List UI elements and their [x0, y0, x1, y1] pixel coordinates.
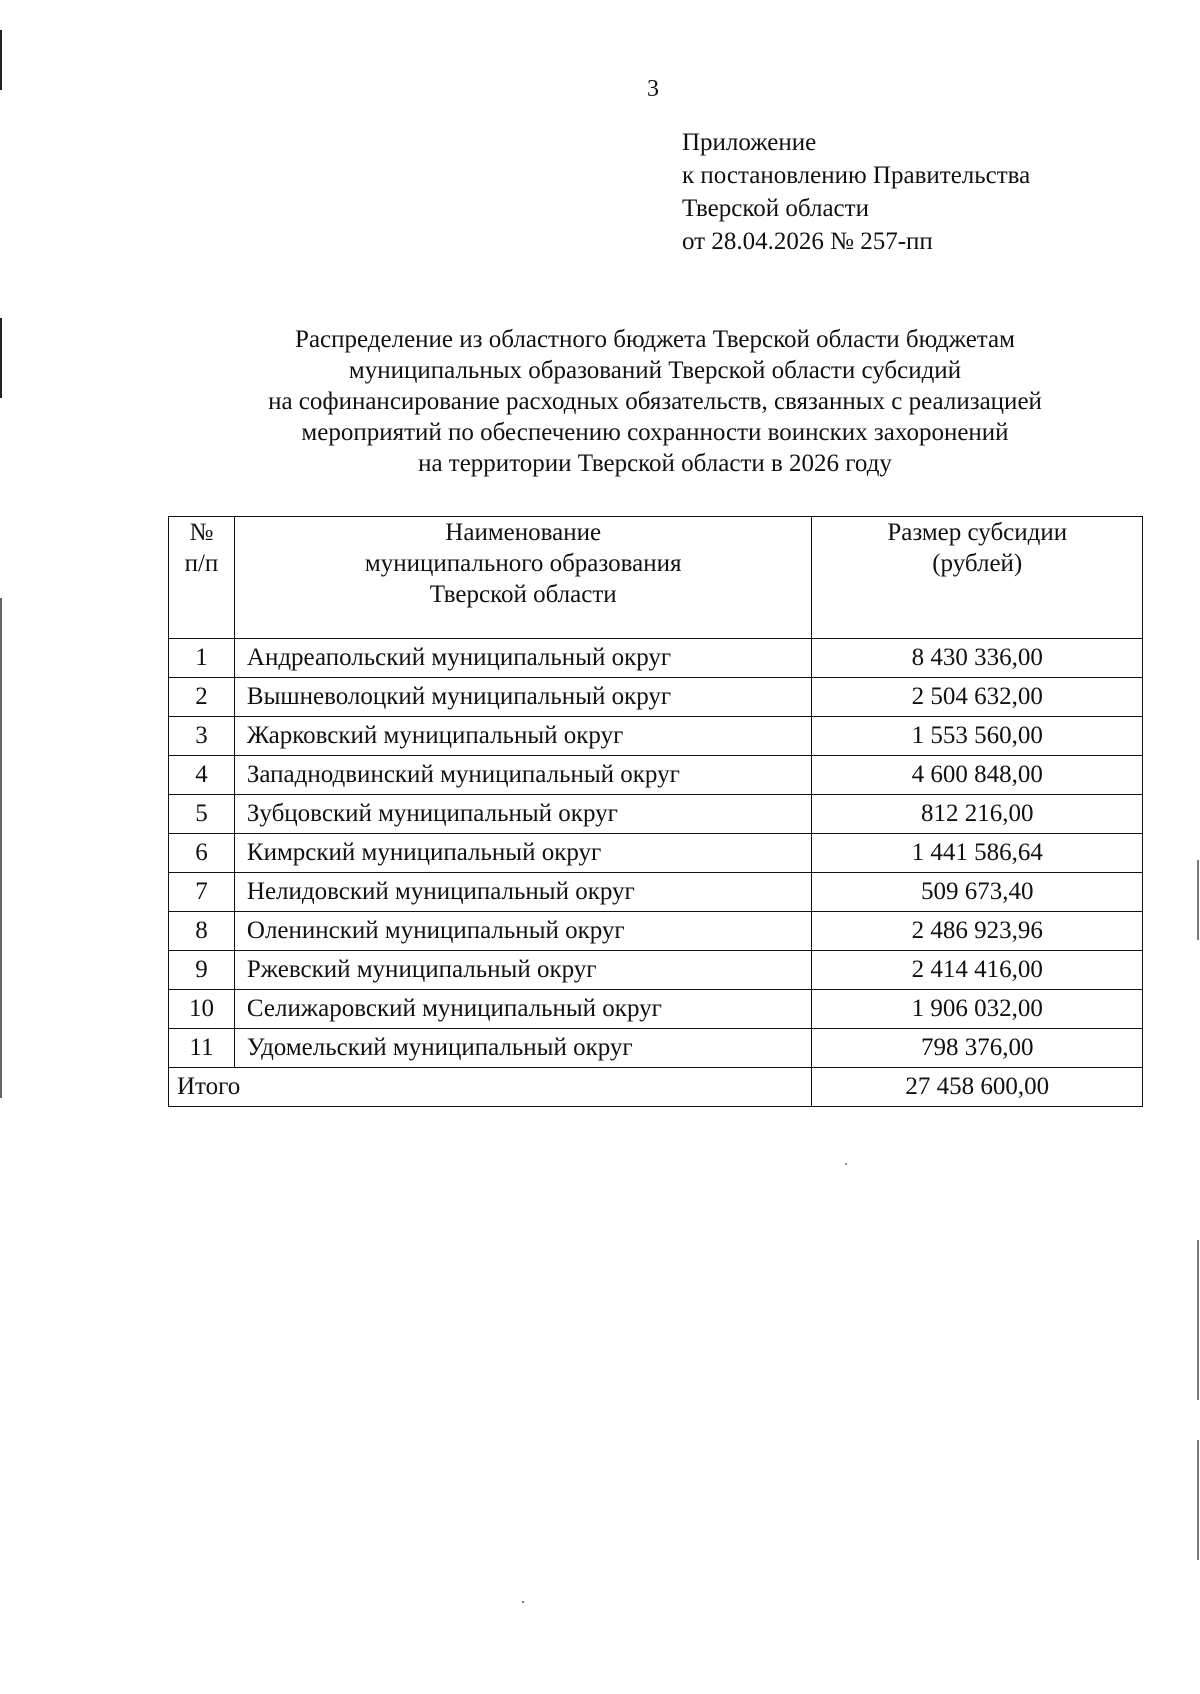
table-row: [169, 1029, 1143, 1068]
row-number: 11: [169, 1029, 235, 1068]
row-number: 6: [169, 834, 235, 873]
scan-edge-mark: [1197, 1440, 1199, 1560]
subsidy-amount: 798 376,00: [812, 1029, 1143, 1068]
table-header-row: [169, 517, 1143, 639]
subsidy-amount: 1 553 560,00: [812, 717, 1143, 756]
municipality-name: Ржевский муниципальный округ: [234, 951, 812, 990]
appendix-line: Тверской области: [682, 195, 869, 222]
subsidy-amount: 1 906 032,00: [812, 990, 1143, 1029]
header-name-line: Тверской области: [429, 581, 617, 608]
title-line: муниципальных образований Тверской области субсидий: [348, 357, 962, 384]
title-line: мероприятий по обеспечению сохранности воинских захоронений: [301, 419, 1009, 446]
subsidy-amount: 812 216,00: [812, 795, 1143, 834]
scan-dot: [522, 1601, 524, 1603]
row-number: 7: [169, 873, 235, 912]
appendix-line: Приложение: [682, 129, 817, 156]
municipality-name: Зубцовский муниципальный округ: [234, 795, 812, 834]
page-number: 3: [647, 76, 659, 102]
document-title: [170, 324, 1140, 479]
row-number: 8: [169, 912, 235, 951]
subsidy-table: [168, 516, 1143, 1107]
scan-edge-mark: [1197, 1240, 1199, 1400]
municipality-name: Андреапольский муниципальный округ: [234, 639, 812, 678]
row-number: 2: [169, 678, 235, 717]
header-amount-cell: [812, 517, 1143, 639]
appendix-block: [682, 126, 1030, 258]
municipality-name: Удомельский муниципальный округ: [234, 1029, 812, 1068]
header-num-cell: [169, 517, 235, 639]
table-row: [169, 873, 1143, 912]
title-line: на территории Тверской области в 2026 году: [418, 450, 892, 477]
total-amount: 27 458 600,00: [812, 1068, 1143, 1107]
row-number: 4: [169, 756, 235, 795]
scan-edge-mark: [1197, 860, 1199, 940]
header-name-line: Наименование: [445, 519, 602, 546]
scan-edge-mark: [0, 30, 2, 90]
header-name-cell: [234, 517, 812, 639]
total-label: Итого: [169, 1068, 812, 1107]
row-number: 3: [169, 717, 235, 756]
municipality-name: Селижаровский муниципальный округ: [234, 990, 812, 1029]
subsidy-amount: 2 414 416,00: [812, 951, 1143, 990]
table-row: [169, 990, 1143, 1029]
municipality-name: Оленинский муниципальный округ: [234, 912, 812, 951]
table-row: [169, 756, 1143, 795]
subsidy-amount: 509 673,40: [812, 873, 1143, 912]
subsidy-amount: 2 486 923,96: [812, 912, 1143, 951]
municipality-name: Жарковский муниципальный округ: [234, 717, 812, 756]
scan-dot: [845, 1163, 847, 1165]
table-row: [169, 639, 1143, 678]
municipality-name: Кимрский муниципальный округ: [234, 834, 812, 873]
row-number: 1: [169, 639, 235, 678]
table-row: [169, 678, 1143, 717]
table-row: [169, 717, 1143, 756]
scan-edge-mark: [0, 598, 2, 1098]
row-number: 9: [169, 951, 235, 990]
header-name-line: муниципального образования: [364, 550, 682, 577]
header-num-line: №: [189, 519, 214, 546]
appendix-line: к постановлению Правительства: [682, 162, 1031, 189]
header-num-line: п/п: [184, 550, 219, 577]
table-row: [169, 951, 1143, 990]
header-amount-line: Размер субсидии: [887, 519, 1068, 546]
municipality-name: Нелидовский муниципальный округ: [234, 873, 812, 912]
table-row: [169, 834, 1143, 873]
row-number: 10: [169, 990, 235, 1029]
header-amount-line: (рублей): [932, 550, 1023, 577]
table-row: [169, 795, 1143, 834]
title-line: Распределение из областного бюджета Тверской области бюджетам: [295, 326, 1015, 353]
title-line: на софинансирование расходных обязательств, связанных с реализацией: [268, 388, 1042, 415]
municipality-name: Вышневолоцкий муниципальный округ: [234, 678, 812, 717]
subsidy-amount: 2 504 632,00: [812, 678, 1143, 717]
scan-edge-mark: [0, 318, 2, 398]
subsidy-amount: 1 441 586,64: [812, 834, 1143, 873]
appendix-line: от 28.04.2026 № 257-пп: [682, 228, 933, 255]
table-total-row: [169, 1068, 1143, 1107]
subsidy-amount: 4 600 848,00: [812, 756, 1143, 795]
table-row: [169, 912, 1143, 951]
row-number: 5: [169, 795, 235, 834]
municipality-name: Западнодвинский муниципальный округ: [234, 756, 812, 795]
subsidy-amount: 8 430 336,00: [812, 639, 1143, 678]
